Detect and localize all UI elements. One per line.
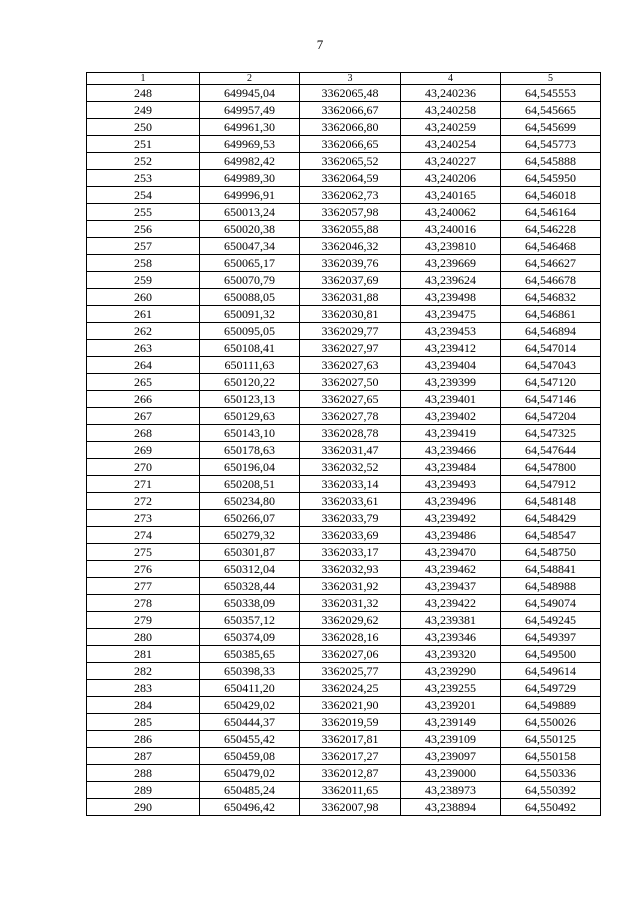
table-cell: 650088,05 xyxy=(200,289,300,306)
table-cell: 43,239399 xyxy=(401,374,501,391)
table-cell: 650485,24 xyxy=(200,782,300,799)
table-row xyxy=(87,680,601,697)
table-cell: 3362065,52 xyxy=(300,153,401,170)
table-cell: 650047,34 xyxy=(200,238,300,255)
table-cell: 650091,32 xyxy=(200,306,300,323)
table-cell: 650123,13 xyxy=(200,391,300,408)
table-cell: 265 xyxy=(87,374,200,391)
table-cell: 43,240227 xyxy=(401,153,501,170)
table-row xyxy=(87,527,601,544)
table-header-row xyxy=(87,73,601,85)
table-cell: 290 xyxy=(87,799,200,816)
table-cell: 650196,04 xyxy=(200,459,300,476)
table-cell: 64,546678 xyxy=(501,272,601,289)
table-cell: 43,239453 xyxy=(401,323,501,340)
table-cell: 43,239669 xyxy=(401,255,501,272)
table-cell: 64,549614 xyxy=(501,663,601,680)
table-cell: 3362066,65 xyxy=(300,136,401,153)
table-cell: 650398,33 xyxy=(200,663,300,680)
column-header-5: 5 xyxy=(501,73,601,85)
column-header-2: 2 xyxy=(200,73,300,85)
table-cell: 283 xyxy=(87,680,200,697)
table-row xyxy=(87,782,601,799)
table-cell: 64,545773 xyxy=(501,136,601,153)
table-cell: 64,545699 xyxy=(501,119,601,136)
table-cell: 64,546164 xyxy=(501,204,601,221)
table-cell: 43,239346 xyxy=(401,629,501,646)
table-cell: 43,239492 xyxy=(401,510,501,527)
table-cell: 43,239498 xyxy=(401,289,501,306)
table-cell: 64,547644 xyxy=(501,442,601,459)
table-row xyxy=(87,102,601,119)
table-cell: 3362065,48 xyxy=(300,85,401,102)
table-cell: 43,238973 xyxy=(401,782,501,799)
table-cell: 3362032,52 xyxy=(300,459,401,476)
table-cell: 3362027,78 xyxy=(300,408,401,425)
table-row xyxy=(87,765,601,782)
table-cell: 43,239422 xyxy=(401,595,501,612)
table-row xyxy=(87,459,601,476)
table-cell: 64,547043 xyxy=(501,357,601,374)
table-cell: 3362028,78 xyxy=(300,425,401,442)
table-cell: 43,240254 xyxy=(401,136,501,153)
table-row xyxy=(87,714,601,731)
table-cell: 43,239320 xyxy=(401,646,501,663)
table-cell: 3362033,14 xyxy=(300,476,401,493)
table-cell: 64,548148 xyxy=(501,493,601,510)
table-cell: 43,239437 xyxy=(401,578,501,595)
table-cell: 43,239381 xyxy=(401,612,501,629)
table-cell: 3362064,59 xyxy=(300,170,401,187)
table-cell: 64,547204 xyxy=(501,408,601,425)
table-cell: 43,238894 xyxy=(401,799,501,816)
table-cell: 650455,42 xyxy=(200,731,300,748)
table-cell: 266 xyxy=(87,391,200,408)
table-cell: 650338,09 xyxy=(200,595,300,612)
table-cell: 3362031,47 xyxy=(300,442,401,459)
column-header-4: 4 xyxy=(401,73,501,85)
table-cell: 275 xyxy=(87,544,200,561)
table-row xyxy=(87,629,601,646)
table-cell: 650357,12 xyxy=(200,612,300,629)
table-row xyxy=(87,595,601,612)
table-cell: 64,546018 xyxy=(501,187,601,204)
table-cell: 43,239404 xyxy=(401,357,501,374)
table-cell: 43,239810 xyxy=(401,238,501,255)
table-cell: 3362031,88 xyxy=(300,289,401,306)
table-cell: 3362028,16 xyxy=(300,629,401,646)
table-cell: 281 xyxy=(87,646,200,663)
table-cell: 650120,22 xyxy=(200,374,300,391)
table-cell: 3362033,17 xyxy=(300,544,401,561)
table-cell: 650111,63 xyxy=(200,357,300,374)
table-cell: 64,547800 xyxy=(501,459,601,476)
table-cell: 260 xyxy=(87,289,200,306)
table-cell: 279 xyxy=(87,612,200,629)
table-cell: 3362039,76 xyxy=(300,255,401,272)
table-cell: 64,549729 xyxy=(501,680,601,697)
table-cell: 43,240258 xyxy=(401,102,501,119)
table-cell: 43,239462 xyxy=(401,561,501,578)
table-cell: 43,239000 xyxy=(401,765,501,782)
table-row xyxy=(87,510,601,527)
table-cell: 650301,87 xyxy=(200,544,300,561)
table-cell: 650013,24 xyxy=(200,204,300,221)
table-cell: 64,545950 xyxy=(501,170,601,187)
table-cell: 267 xyxy=(87,408,200,425)
table-cell: 251 xyxy=(87,136,200,153)
table-row xyxy=(87,153,601,170)
table-row xyxy=(87,204,601,221)
table-cell: 277 xyxy=(87,578,200,595)
table-cell: 3362033,79 xyxy=(300,510,401,527)
table-cell: 3362025,77 xyxy=(300,663,401,680)
table-cell: 64,546627 xyxy=(501,255,601,272)
table-cell: 650020,38 xyxy=(200,221,300,238)
table-cell: 64,546861 xyxy=(501,306,601,323)
column-header-3: 3 xyxy=(300,73,401,85)
table-cell: 650208,51 xyxy=(200,476,300,493)
table-cell: 43,240016 xyxy=(401,221,501,238)
table-cell: 649969,53 xyxy=(200,136,300,153)
table-cell: 3362033,69 xyxy=(300,527,401,544)
table-row xyxy=(87,476,601,493)
table-cell: 43,239624 xyxy=(401,272,501,289)
table-cell: 43,239475 xyxy=(401,306,501,323)
table-row xyxy=(87,663,601,680)
table-cell: 3362055,88 xyxy=(300,221,401,238)
table-cell: 43,239401 xyxy=(401,391,501,408)
table-cell: 64,548841 xyxy=(501,561,601,578)
table-cell: 64,548988 xyxy=(501,578,601,595)
table-cell: 270 xyxy=(87,459,200,476)
table-cell: 650328,44 xyxy=(200,578,300,595)
table-cell: 64,545888 xyxy=(501,153,601,170)
table-cell: 650429,02 xyxy=(200,697,300,714)
table-row xyxy=(87,306,601,323)
table-cell: 3362066,67 xyxy=(300,102,401,119)
table-row xyxy=(87,578,601,595)
table-cell: 64,549889 xyxy=(501,697,601,714)
table-cell: 43,240206 xyxy=(401,170,501,187)
table-row xyxy=(87,425,601,442)
table-cell: 258 xyxy=(87,255,200,272)
table-row xyxy=(87,748,601,765)
table-cell: 3362057,98 xyxy=(300,204,401,221)
table-cell: 3362062,73 xyxy=(300,187,401,204)
table-cell: 649982,42 xyxy=(200,153,300,170)
table-row xyxy=(87,561,601,578)
table-cell: 289 xyxy=(87,782,200,799)
table-cell: 43,240259 xyxy=(401,119,501,136)
table-cell: 288 xyxy=(87,765,200,782)
table-cell: 43,239419 xyxy=(401,425,501,442)
table-cell: 252 xyxy=(87,153,200,170)
table-cell: 43,239255 xyxy=(401,680,501,697)
table-cell: 3362029,62 xyxy=(300,612,401,629)
table-cell: 64,546832 xyxy=(501,289,601,306)
table-cell: 64,549500 xyxy=(501,646,601,663)
table-row xyxy=(87,340,601,357)
column-header-1: 1 xyxy=(87,73,200,85)
table-cell: 3362024,25 xyxy=(300,680,401,697)
table-cell: 43,239201 xyxy=(401,697,501,714)
table-cell: 248 xyxy=(87,85,200,102)
table-row xyxy=(87,170,601,187)
table-row xyxy=(87,442,601,459)
table-cell: 43,239486 xyxy=(401,527,501,544)
table-cell: 43,240236 xyxy=(401,85,501,102)
table-cell: 650108,41 xyxy=(200,340,300,357)
table-cell: 650312,04 xyxy=(200,561,300,578)
table-row xyxy=(87,374,601,391)
table-row xyxy=(87,697,601,714)
table-row xyxy=(87,255,601,272)
table-cell: 3362037,69 xyxy=(300,272,401,289)
table-cell: 253 xyxy=(87,170,200,187)
table-cell: 43,239496 xyxy=(401,493,501,510)
table-cell: 64,545665 xyxy=(501,102,601,119)
table-cell: 650143,10 xyxy=(200,425,300,442)
table-cell: 649957,49 xyxy=(200,102,300,119)
coordinates-table xyxy=(86,72,601,816)
table-cell: 64,549074 xyxy=(501,595,601,612)
table-row xyxy=(87,391,601,408)
table-cell: 64,550125 xyxy=(501,731,601,748)
table-row xyxy=(87,493,601,510)
table-cell: 43,240062 xyxy=(401,204,501,221)
table-row xyxy=(87,187,601,204)
table-cell: 3362031,32 xyxy=(300,595,401,612)
table-cell: 255 xyxy=(87,204,200,221)
table-cell: 43,239484 xyxy=(401,459,501,476)
table-cell: 64,546468 xyxy=(501,238,601,255)
table-cell: 43,239470 xyxy=(401,544,501,561)
table-cell: 64,549397 xyxy=(501,629,601,646)
table-cell: 650411,20 xyxy=(200,680,300,697)
table-row xyxy=(87,238,601,255)
table-row xyxy=(87,646,601,663)
table-row xyxy=(87,323,601,340)
table-cell: 650129,63 xyxy=(200,408,300,425)
table-cell: 3362046,32 xyxy=(300,238,401,255)
table-cell: 284 xyxy=(87,697,200,714)
table-cell: 64,550158 xyxy=(501,748,601,765)
table-cell: 650385,65 xyxy=(200,646,300,663)
table-row xyxy=(87,272,601,289)
table-cell: 43,239109 xyxy=(401,731,501,748)
table-cell: 649961,30 xyxy=(200,119,300,136)
table-cell: 650178,63 xyxy=(200,442,300,459)
page-number: 7 xyxy=(316,37,324,52)
table-cell: 280 xyxy=(87,629,200,646)
table-row xyxy=(87,612,601,629)
table-cell: 43,239402 xyxy=(401,408,501,425)
table-cell: 650065,17 xyxy=(200,255,300,272)
table-cell: 3362012,87 xyxy=(300,765,401,782)
table-cell: 43,239466 xyxy=(401,442,501,459)
table-cell: 3362027,50 xyxy=(300,374,401,391)
table-cell: 256 xyxy=(87,221,200,238)
table-cell: 43,239097 xyxy=(401,748,501,765)
table-cell: 649996,91 xyxy=(200,187,300,204)
table-cell: 276 xyxy=(87,561,200,578)
table-row xyxy=(87,119,601,136)
table-cell: 257 xyxy=(87,238,200,255)
table-cell: 64,547014 xyxy=(501,340,601,357)
table-cell: 3362027,63 xyxy=(300,357,401,374)
table-cell: 64,548750 xyxy=(501,544,601,561)
table-cell: 64,545553 xyxy=(501,85,601,102)
table-row xyxy=(87,799,601,816)
table-cell: 64,548547 xyxy=(501,527,601,544)
table-cell: 43,240165 xyxy=(401,187,501,204)
table-cell: 64,548429 xyxy=(501,510,601,527)
table-cell: 64,549245 xyxy=(501,612,601,629)
table-cell: 262 xyxy=(87,323,200,340)
table-row xyxy=(87,221,601,238)
table-cell: 64,546228 xyxy=(501,221,601,238)
table-cell: 3362031,92 xyxy=(300,578,401,595)
table-cell: 3362019,59 xyxy=(300,714,401,731)
table-cell: 3362007,98 xyxy=(300,799,401,816)
table-cell: 273 xyxy=(87,510,200,527)
table-cell: 650279,32 xyxy=(200,527,300,544)
table-cell: 3362027,97 xyxy=(300,340,401,357)
table-cell: 650459,08 xyxy=(200,748,300,765)
table-cell: 64,550392 xyxy=(501,782,601,799)
table-row xyxy=(87,731,601,748)
table-cell: 259 xyxy=(87,272,200,289)
table-cell: 3362066,80 xyxy=(300,119,401,136)
table-cell: 650266,07 xyxy=(200,510,300,527)
table-cell: 43,239493 xyxy=(401,476,501,493)
table-cell: 64,547325 xyxy=(501,425,601,442)
table-cell: 3362017,27 xyxy=(300,748,401,765)
table-cell: 650496,42 xyxy=(200,799,300,816)
table-cell: 649989,30 xyxy=(200,170,300,187)
table-cell: 650479,02 xyxy=(200,765,300,782)
table-cell: 649945,04 xyxy=(200,85,300,102)
table-cell: 3362011,65 xyxy=(300,782,401,799)
table-cell: 268 xyxy=(87,425,200,442)
table-cell: 3362030,81 xyxy=(300,306,401,323)
table-cell: 64,546894 xyxy=(501,323,601,340)
table-cell: 650374,09 xyxy=(200,629,300,646)
table-cell: 287 xyxy=(87,748,200,765)
table-cell: 263 xyxy=(87,340,200,357)
table-cell: 3362033,61 xyxy=(300,493,401,510)
table-cell: 254 xyxy=(87,187,200,204)
table-cell: 64,550336 xyxy=(501,765,601,782)
table-cell: 64,547120 xyxy=(501,374,601,391)
table-cell: 271 xyxy=(87,476,200,493)
table-row xyxy=(87,289,601,306)
table-cell: 64,547146 xyxy=(501,391,601,408)
table-row xyxy=(87,357,601,374)
table-row xyxy=(87,544,601,561)
table-cell: 3362029,77 xyxy=(300,323,401,340)
table-cell: 278 xyxy=(87,595,200,612)
table-cell: 261 xyxy=(87,306,200,323)
table-cell: 43,239412 xyxy=(401,340,501,357)
table-cell: 64,547912 xyxy=(501,476,601,493)
table-cell: 249 xyxy=(87,102,200,119)
table-cell: 650070,79 xyxy=(200,272,300,289)
table-row xyxy=(87,85,601,102)
table-cell: 3362032,93 xyxy=(300,561,401,578)
table-cell: 650234,80 xyxy=(200,493,300,510)
table-cell: 43,239149 xyxy=(401,714,501,731)
table-cell: 3362027,65 xyxy=(300,391,401,408)
table-cell: 282 xyxy=(87,663,200,680)
table-cell: 264 xyxy=(87,357,200,374)
table-cell: 274 xyxy=(87,527,200,544)
table-row xyxy=(87,408,601,425)
table-cell: 285 xyxy=(87,714,200,731)
table-cell: 3362017,81 xyxy=(300,731,401,748)
table-cell: 269 xyxy=(87,442,200,459)
table-cell: 3362021,90 xyxy=(300,697,401,714)
table-cell: 43,239290 xyxy=(401,663,501,680)
table-cell: 650444,37 xyxy=(200,714,300,731)
table-cell: 3362027,06 xyxy=(300,646,401,663)
table-cell: 64,550026 xyxy=(501,714,601,731)
table-cell: 272 xyxy=(87,493,200,510)
table-cell: 250 xyxy=(87,119,200,136)
table-body xyxy=(87,85,601,816)
table-cell: 64,550492 xyxy=(501,799,601,816)
table-cell: 286 xyxy=(87,731,200,748)
table-row xyxy=(87,136,601,153)
table-cell: 650095,05 xyxy=(200,323,300,340)
